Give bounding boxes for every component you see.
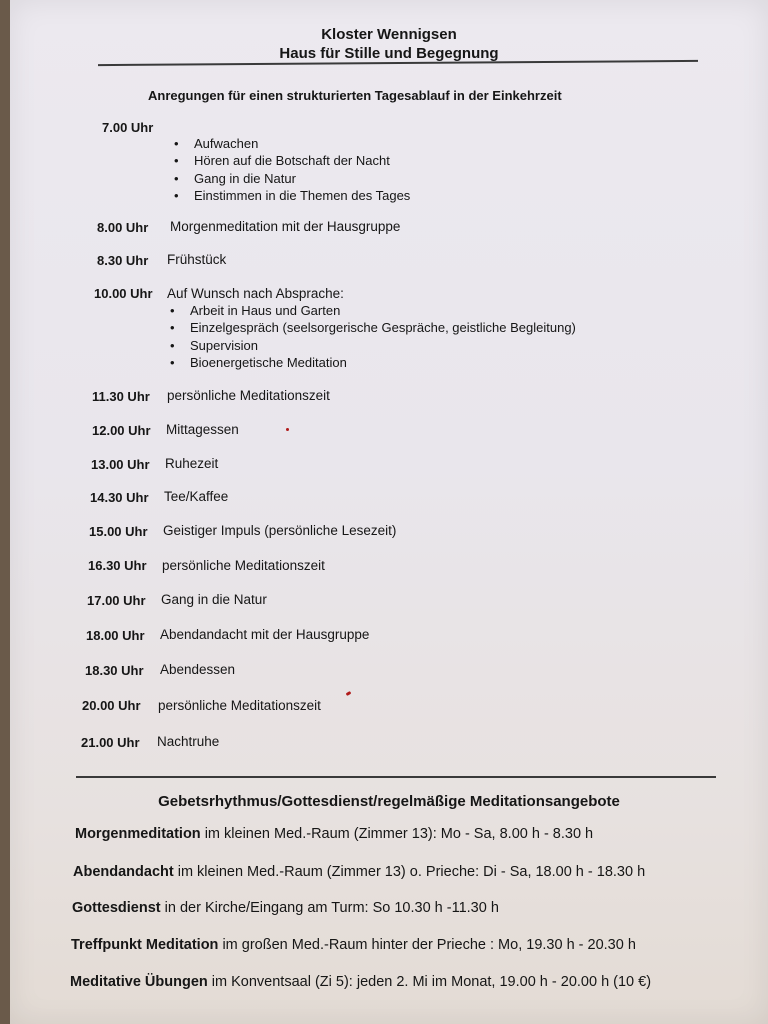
schedule-time: 8.30 Uhr	[97, 253, 149, 268]
schedule-bullet: • Supervision	[190, 338, 258, 353]
schedule-bullet: • Gang in die Natur	[194, 171, 296, 186]
schedule-bullet: • Einstimmen in die Themen des Tages	[194, 188, 410, 203]
offer-name: Gottesdienst	[72, 900, 161, 916]
schedule-time: 10.00 Uhr	[94, 286, 153, 301]
section-divider	[76, 776, 716, 778]
schedule-bullet: • Hören auf die Botschaft der Nacht	[194, 153, 390, 168]
schedule-activity: Nachtruhe	[157, 734, 220, 749]
schedule-activity: Morgenmeditation mit der Hausgruppe	[170, 219, 401, 234]
offer-details: im kleinen Med.-Raum (Zimmer 13): Mo - Sa, 8.00 h - 8.30 h	[200, 826, 594, 842]
schedule-time: 21.00 Uhr	[81, 735, 140, 750]
schedule-time: 14.30 Uhr	[90, 490, 149, 505]
schedule-activity: Mittagessen	[166, 422, 239, 437]
schedule-time: 15.00 Uhr	[89, 524, 148, 539]
schedule-activity: Abendandacht mit der Hausgruppe	[160, 627, 370, 642]
offer-details: in der Kirche/Eingang am Turm: So 10.30 h -11.30 h	[160, 900, 499, 916]
schedule-activity: Abendessen	[160, 662, 236, 677]
offer-details: im großen Med.-Raum hinter der Prieche : Mo, 19.30 h - 20.30 h	[218, 937, 636, 953]
schedule-time: 11.30 Uhr	[92, 389, 150, 404]
schedule-bullet: • Einzelgespräch (seelsorgerische Gespräche, geistliche Begleitung)	[190, 320, 576, 335]
section-heading: Gebetsrhythmus/Gottesdienst/regelmäßige Meditationsangebote	[158, 793, 620, 810]
offer-line	[70, 974, 651, 990]
schedule-time: 18.00 Uhr	[86, 628, 145, 643]
schedule-bullet: • Arbeit in Haus und Garten	[190, 303, 340, 318]
schedule-activity: persönliche Meditationszeit	[167, 388, 330, 403]
schedule-bullet: • Aufwachen	[194, 136, 258, 151]
offer-name: Abendandacht	[73, 864, 174, 880]
schedule-activity: Auf Wunsch nach Absprache:	[167, 286, 344, 301]
schedule-time: 7.00 Uhr	[102, 120, 154, 135]
ink-mark	[346, 691, 352, 696]
schedule-heading: Anregungen für einen strukturierten Tagesablauf in der Einkehrzeit	[148, 88, 562, 103]
offer-line	[72, 900, 499, 916]
schedule-activity: persönliche Meditationszeit	[162, 558, 325, 573]
offer-details: im kleinen Med.-Raum (Zimmer 13) o. Prieche: Di - Sa, 18.00 h - 18.30 h	[173, 864, 646, 880]
schedule-activity: Ruhezeit	[165, 456, 219, 471]
schedule-time: 13.00 Uhr	[91, 457, 150, 472]
offer-name: Treffpunkt Meditation	[71, 937, 219, 953]
schedule-time: 16.30 Uhr	[88, 558, 147, 573]
offer-line	[75, 826, 593, 842]
offer-name: Morgenmeditation	[75, 826, 201, 842]
schedule-time: 18.30 Uhr	[85, 663, 144, 678]
schedule-activity: Gang in die Natur	[161, 592, 267, 607]
document-page	[10, 0, 768, 1024]
schedule-bullet: • Bioenergetische Meditation	[190, 355, 347, 370]
schedule-time: 17.00 Uhr	[87, 593, 146, 608]
schedule-activity: persönliche Meditationszeit	[158, 698, 321, 713]
offer-details: im Konventsaal (Zi 5): jeden 2. Mi im Monat, 19.00 h - 20.00 h (10 €)	[207, 974, 652, 990]
document-subtitle: Haus für Stille und Begegnung	[279, 45, 499, 62]
schedule-time: 8.00 Uhr	[97, 220, 149, 235]
offer-line	[73, 864, 645, 880]
schedule-activity: Geistiger Impuls (persönliche Lesezeit)	[163, 523, 397, 538]
schedule-activity: Frühstück	[167, 252, 227, 267]
offer-line	[71, 937, 636, 953]
offer-name: Meditative Übungen	[70, 974, 208, 990]
schedule-activity: Tee/Kaffee	[164, 489, 229, 504]
schedule-time: 12.00 Uhr	[92, 423, 151, 438]
ink-mark	[286, 428, 289, 431]
schedule-time: 20.00 Uhr	[82, 698, 141, 713]
document-title: Kloster Wennigsen	[321, 26, 457, 43]
